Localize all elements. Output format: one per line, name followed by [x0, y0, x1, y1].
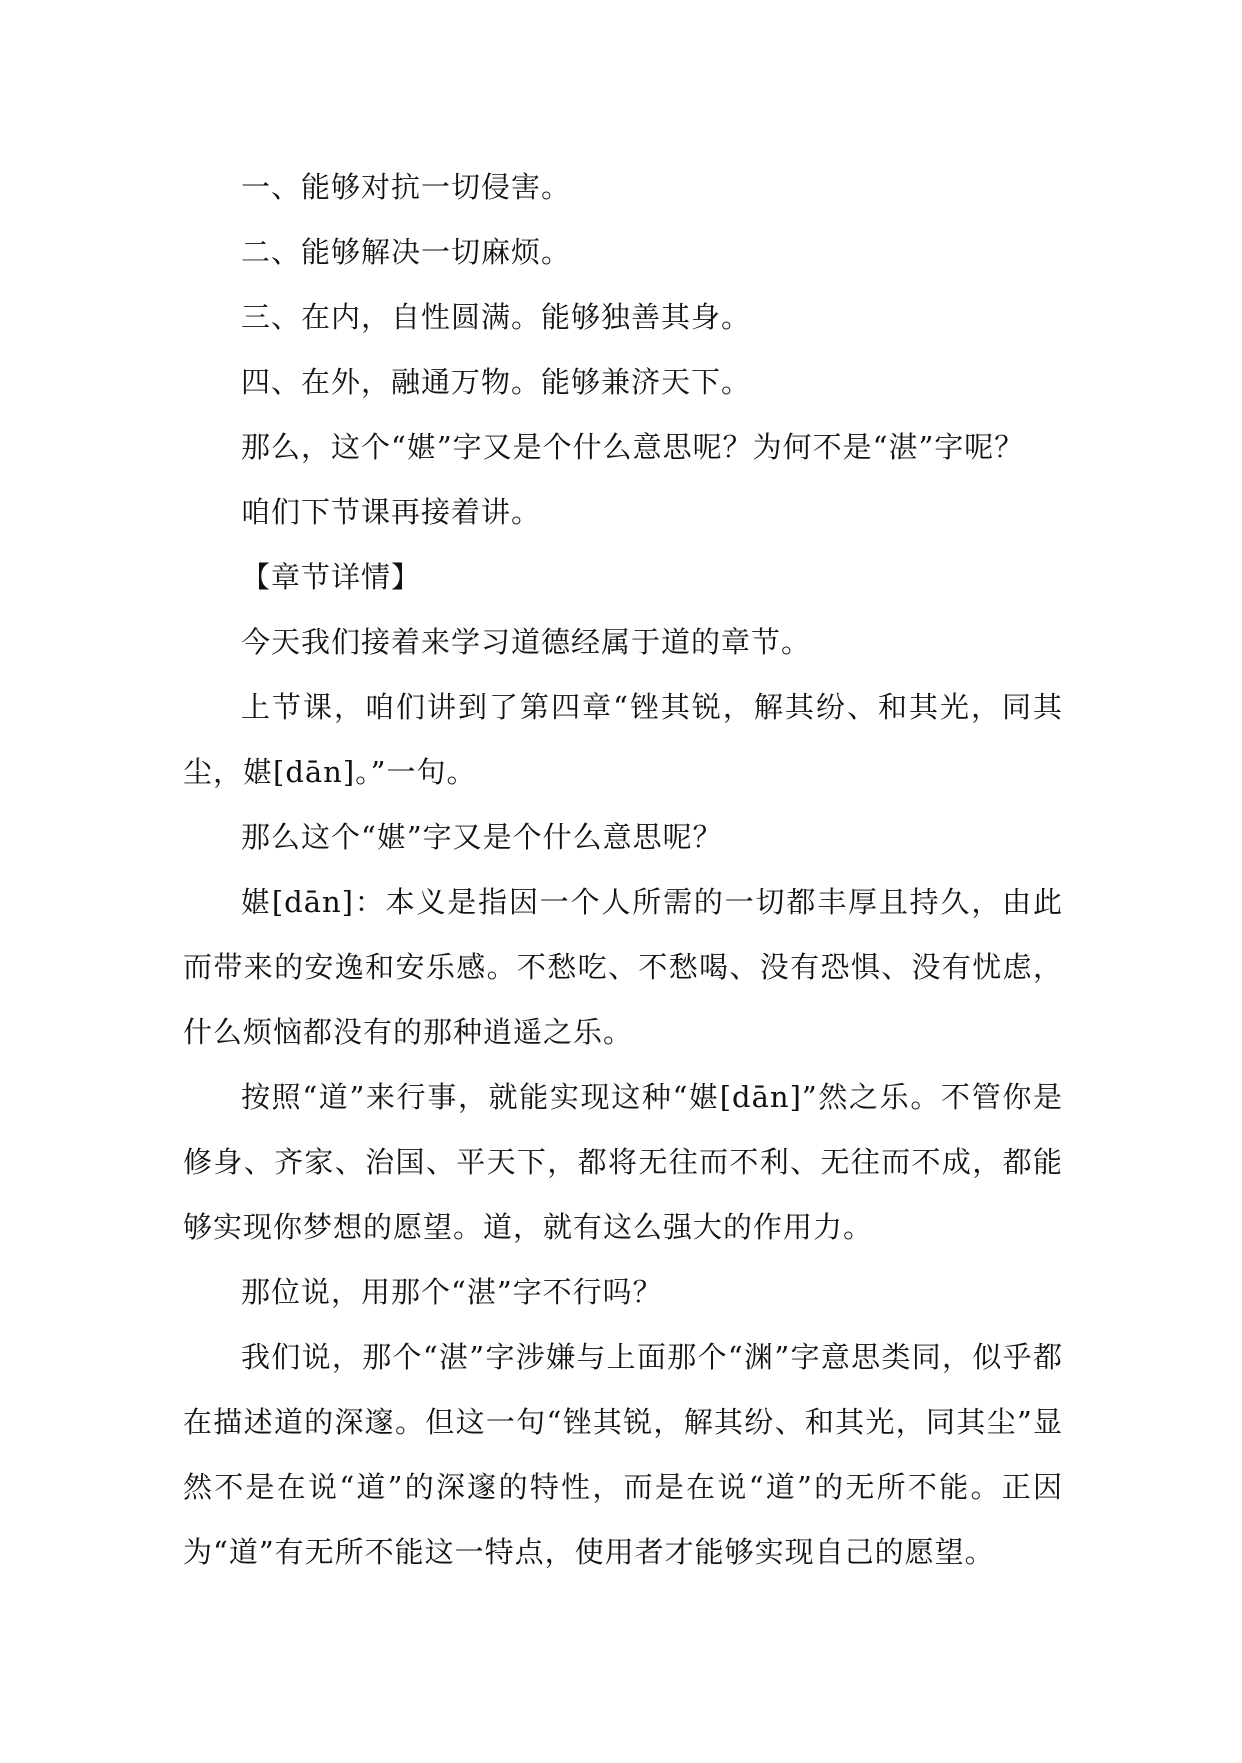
section-heading: 【章节详情】	[241, 560, 422, 594]
paragraph-1: 一、能够对抗一切侵害。	[241, 170, 572, 204]
paragraph-13: 那位说，用那个“湛”字不行吗？	[241, 1275, 663, 1309]
paragraph-10: 那么这个“媅”字又是个什么意思呢？	[241, 820, 723, 854]
paragraph-12: 按照“道”来行事，就能实现这种“媅[dān]”然之乐。不管你是修身、齐家、治国、平天下，都将无往而不利、无往而不成，都能够实现你梦想的愿望。道，就有这么强大的作用力。	[183, 1080, 1063, 1244]
paragraph-11: 媅[dān]：本义是指因一个人所需的一切都丰厚且持久，由此而带来的安逸和安乐感。不愁吃、不愁喝、没有恐惧、没有忧虑，什么烦恼都没有的那种逍遥之乐。	[183, 885, 1063, 1049]
paragraph-6: 咱们下节课再接着讲。	[241, 495, 542, 529]
paragraph-8: 今天我们接着来学习道德经属于道的章节。	[241, 625, 812, 659]
paragraph-2: 二、能够解决一切麻烦。	[241, 235, 572, 269]
document-body	[183, 155, 1063, 1585]
paragraph-5: 那么，这个“媅”字又是个什么意思呢？为何不是“湛”字呢？	[241, 430, 1025, 464]
paragraph-3: 三、在内，自性圆满。能够独善其身。	[241, 300, 752, 334]
paragraph-14: 我们说，那个“湛”字涉嫌与上面那个“渊”字意思类同，似乎都在描述道的深邃。但这一句“锉其锐，解其纷、和其光，同其尘”显然不是在说“道”的深邃的特性，而是在说“道”的无所不能。正因为“道”有无所不能这一特点，使用者才能够实现自己的愿望。	[183, 1340, 1063, 1569]
paragraph-9: 上节课，咱们讲到了第四章“锉其锐，解其纷、和其光，同其尘，媅[dān]。”一句。	[183, 690, 1063, 789]
paragraph-4: 四、在外，融通万物。能够兼济天下。	[241, 365, 752, 399]
